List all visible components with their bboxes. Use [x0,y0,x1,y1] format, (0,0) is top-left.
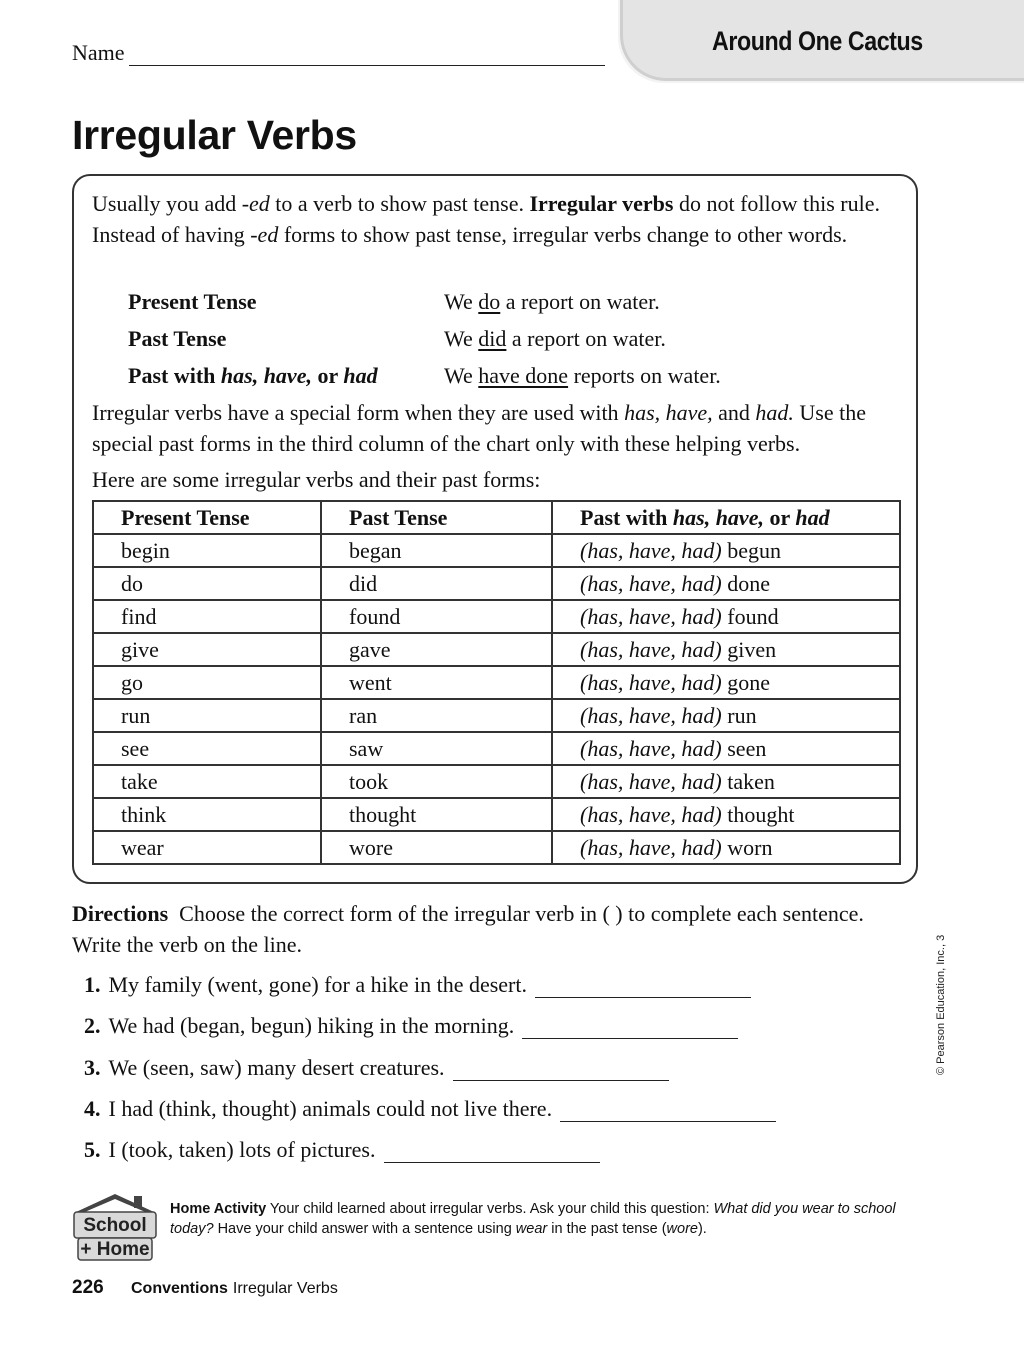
name-row [72,40,605,66]
intro-text: to a verb to show past tense. [269,191,530,216]
question-text: We (seen, saw) many desert creatures. [108,1055,445,1080]
example-sentence: We did a report on water. [444,326,666,351]
cell-present: go [93,666,321,699]
table-row [93,798,900,831]
intro-ed: -ed [250,222,279,247]
logo-line2: + Home [80,1239,150,1260]
cell-participle: begun [727,537,782,563]
intro-ed: -ed [241,191,270,216]
cell-past-with-helper [552,534,900,567]
question-text: I had (think, thought) animals could not live there. [108,1096,553,1121]
intro-text: Usually you add [92,191,242,216]
example-sentence: We do a report on water. [444,289,660,314]
cell-past-with-helper [552,633,900,666]
header-present-tense: Present Tense [93,501,321,534]
helper-verbs: (has, have, had) [580,603,722,629]
table-row [93,633,900,666]
cell-present: give [93,633,321,666]
cell-participle: given [727,636,777,662]
helper-verbs: (has, have, had) [580,735,722,761]
copyright-notice: © Pearson Education, Inc., 3 [935,934,947,1075]
cell-past: went [321,666,552,699]
list-intro: Here are some irregular verbs and their past forms: [92,467,541,492]
cell-past: took [321,765,552,798]
cell-past-with-helper [552,765,900,798]
directions-text: Choose the correct form of the irregular verb in ( ) to complete each sentence. Write the verb on the line. [72,901,864,957]
helper-verbs: (has, have, had) [580,702,722,728]
helper-verbs: (has, have, had) [580,636,722,662]
cell-past: saw [321,732,552,765]
question-5 [84,1137,600,1163]
irregular-verb-table [92,500,901,865]
page-number: 226 [72,1277,104,1298]
example-label: Present Tense [128,289,257,314]
table-header-row [93,501,900,534]
cell-past-with-helper [552,798,900,831]
cell-present: run [93,699,321,732]
cell-past-with-helper [552,831,900,864]
cell-participle: seen [727,735,767,761]
cell-present: take [93,765,321,798]
question-text: I (took, taken) lots of pictures. [108,1137,376,1162]
cell-past-with-helper [552,699,900,732]
cell-past-with-helper [552,600,900,633]
footer-section-label: Conventions [131,1280,228,1297]
cell-past: ran [321,699,552,732]
table-row [93,567,900,600]
answer-line-1[interactable] [535,979,751,998]
footer-topic: Irregular Verbs [232,1280,338,1297]
footer-section [131,1280,338,1298]
cell-past-with-helper [552,567,900,600]
answer-line-2[interactable] [522,1020,738,1039]
question-text: My family (went, gone) for a hike in the desert. [108,972,527,997]
table-row [93,600,900,633]
table-row [93,831,900,864]
cell-present: begin [93,534,321,567]
page-title: Irregular Verbs [72,112,357,158]
cell-participle: run [727,702,757,728]
cell-past: gave [321,633,552,666]
home-activity-note: Home Activity Your child learned about irregular verbs. Ask your child this question: What did you wear to school today? Have your child answer with a sentence using wear in the past tense (wore). [170,1201,896,1237]
header-past-tense: Past Tense [321,501,552,534]
question-4 [84,1096,776,1122]
helper-verbs: (has, have, had) [580,537,722,563]
example-label: Past Tense [128,326,227,351]
cell-participle: thought [727,801,795,827]
cell-participle: done [727,570,771,596]
question-number: 4. [84,1096,101,1121]
helper-verbs: (has, have, had) [580,834,722,860]
table-row [93,699,900,732]
helper-verbs: (has, have, had) [580,570,722,596]
question-3 [84,1055,669,1081]
cell-past-with-helper [552,666,900,699]
directions [72,898,892,960]
cell-present: wear [93,831,321,864]
example-sentence: We have done reports on water. [444,363,721,388]
cell-present: find [93,600,321,633]
answer-line-3[interactable] [453,1062,669,1081]
example-verb: do [478,289,501,314]
table-row [93,534,900,567]
answer-line-5[interactable] [384,1144,600,1163]
cell-participle: taken [727,768,775,794]
cell-present: do [93,567,321,600]
question-number: 3. [84,1055,101,1080]
helper-verbs: (has, have, had) [580,801,722,827]
cell-past: did [321,567,552,600]
cell-participle: worn [727,834,773,860]
helper-verbs: (has, have, had) [580,768,722,794]
cell-past: thought [321,798,552,831]
name-label: Name [72,40,125,65]
example-label: Past with has, have, or had [128,363,378,388]
name-line[interactable] [129,45,605,66]
question-number: 5. [84,1137,101,1162]
cell-present: see [93,732,321,765]
school-home-logo [70,1190,160,1266]
table-row [93,666,900,699]
intro-bold-term: Irregular verbs [529,191,674,216]
intro-paragraph [92,188,912,250]
question-2 [84,1013,738,1039]
intro-text: do not follow this rule. Instead of having [92,191,881,247]
cell-past-with-helper [552,732,900,765]
table-row [93,765,900,798]
special-form-paragraph: Irregular verbs have a special form when they are used with has, have, and had. Use the special past forms in the third column of the chart only with these helping verbs. [92,400,867,456]
selection-title: Around One Cactus [712,26,923,56]
cell-past: wore [321,831,552,864]
table-row [93,732,900,765]
answer-line-4[interactable] [560,1103,776,1122]
question-text: We had (began, begun) hiking in the morning. [108,1013,515,1038]
question-number: 1. [84,972,101,997]
example-verb: have done [478,363,569,388]
question-number: 2. [84,1013,101,1038]
question-1 [84,972,751,998]
cell-present: think [93,798,321,831]
example-verb: did [478,326,507,351]
cell-past: began [321,534,552,567]
helper-verbs: (has, have, had) [580,669,722,695]
logo-line1: School [83,1215,147,1236]
cell-past: found [321,600,552,633]
header-past-with-helper: Past with has, have, or had [552,501,900,534]
cell-participle: gone [727,669,771,695]
cell-participle: found [727,603,779,629]
home-activity-label: Home Activity [170,1201,267,1217]
intro-text: forms to show past tense, irregular verbs change to other words. [278,222,848,247]
directions-label: Directions [72,901,169,926]
